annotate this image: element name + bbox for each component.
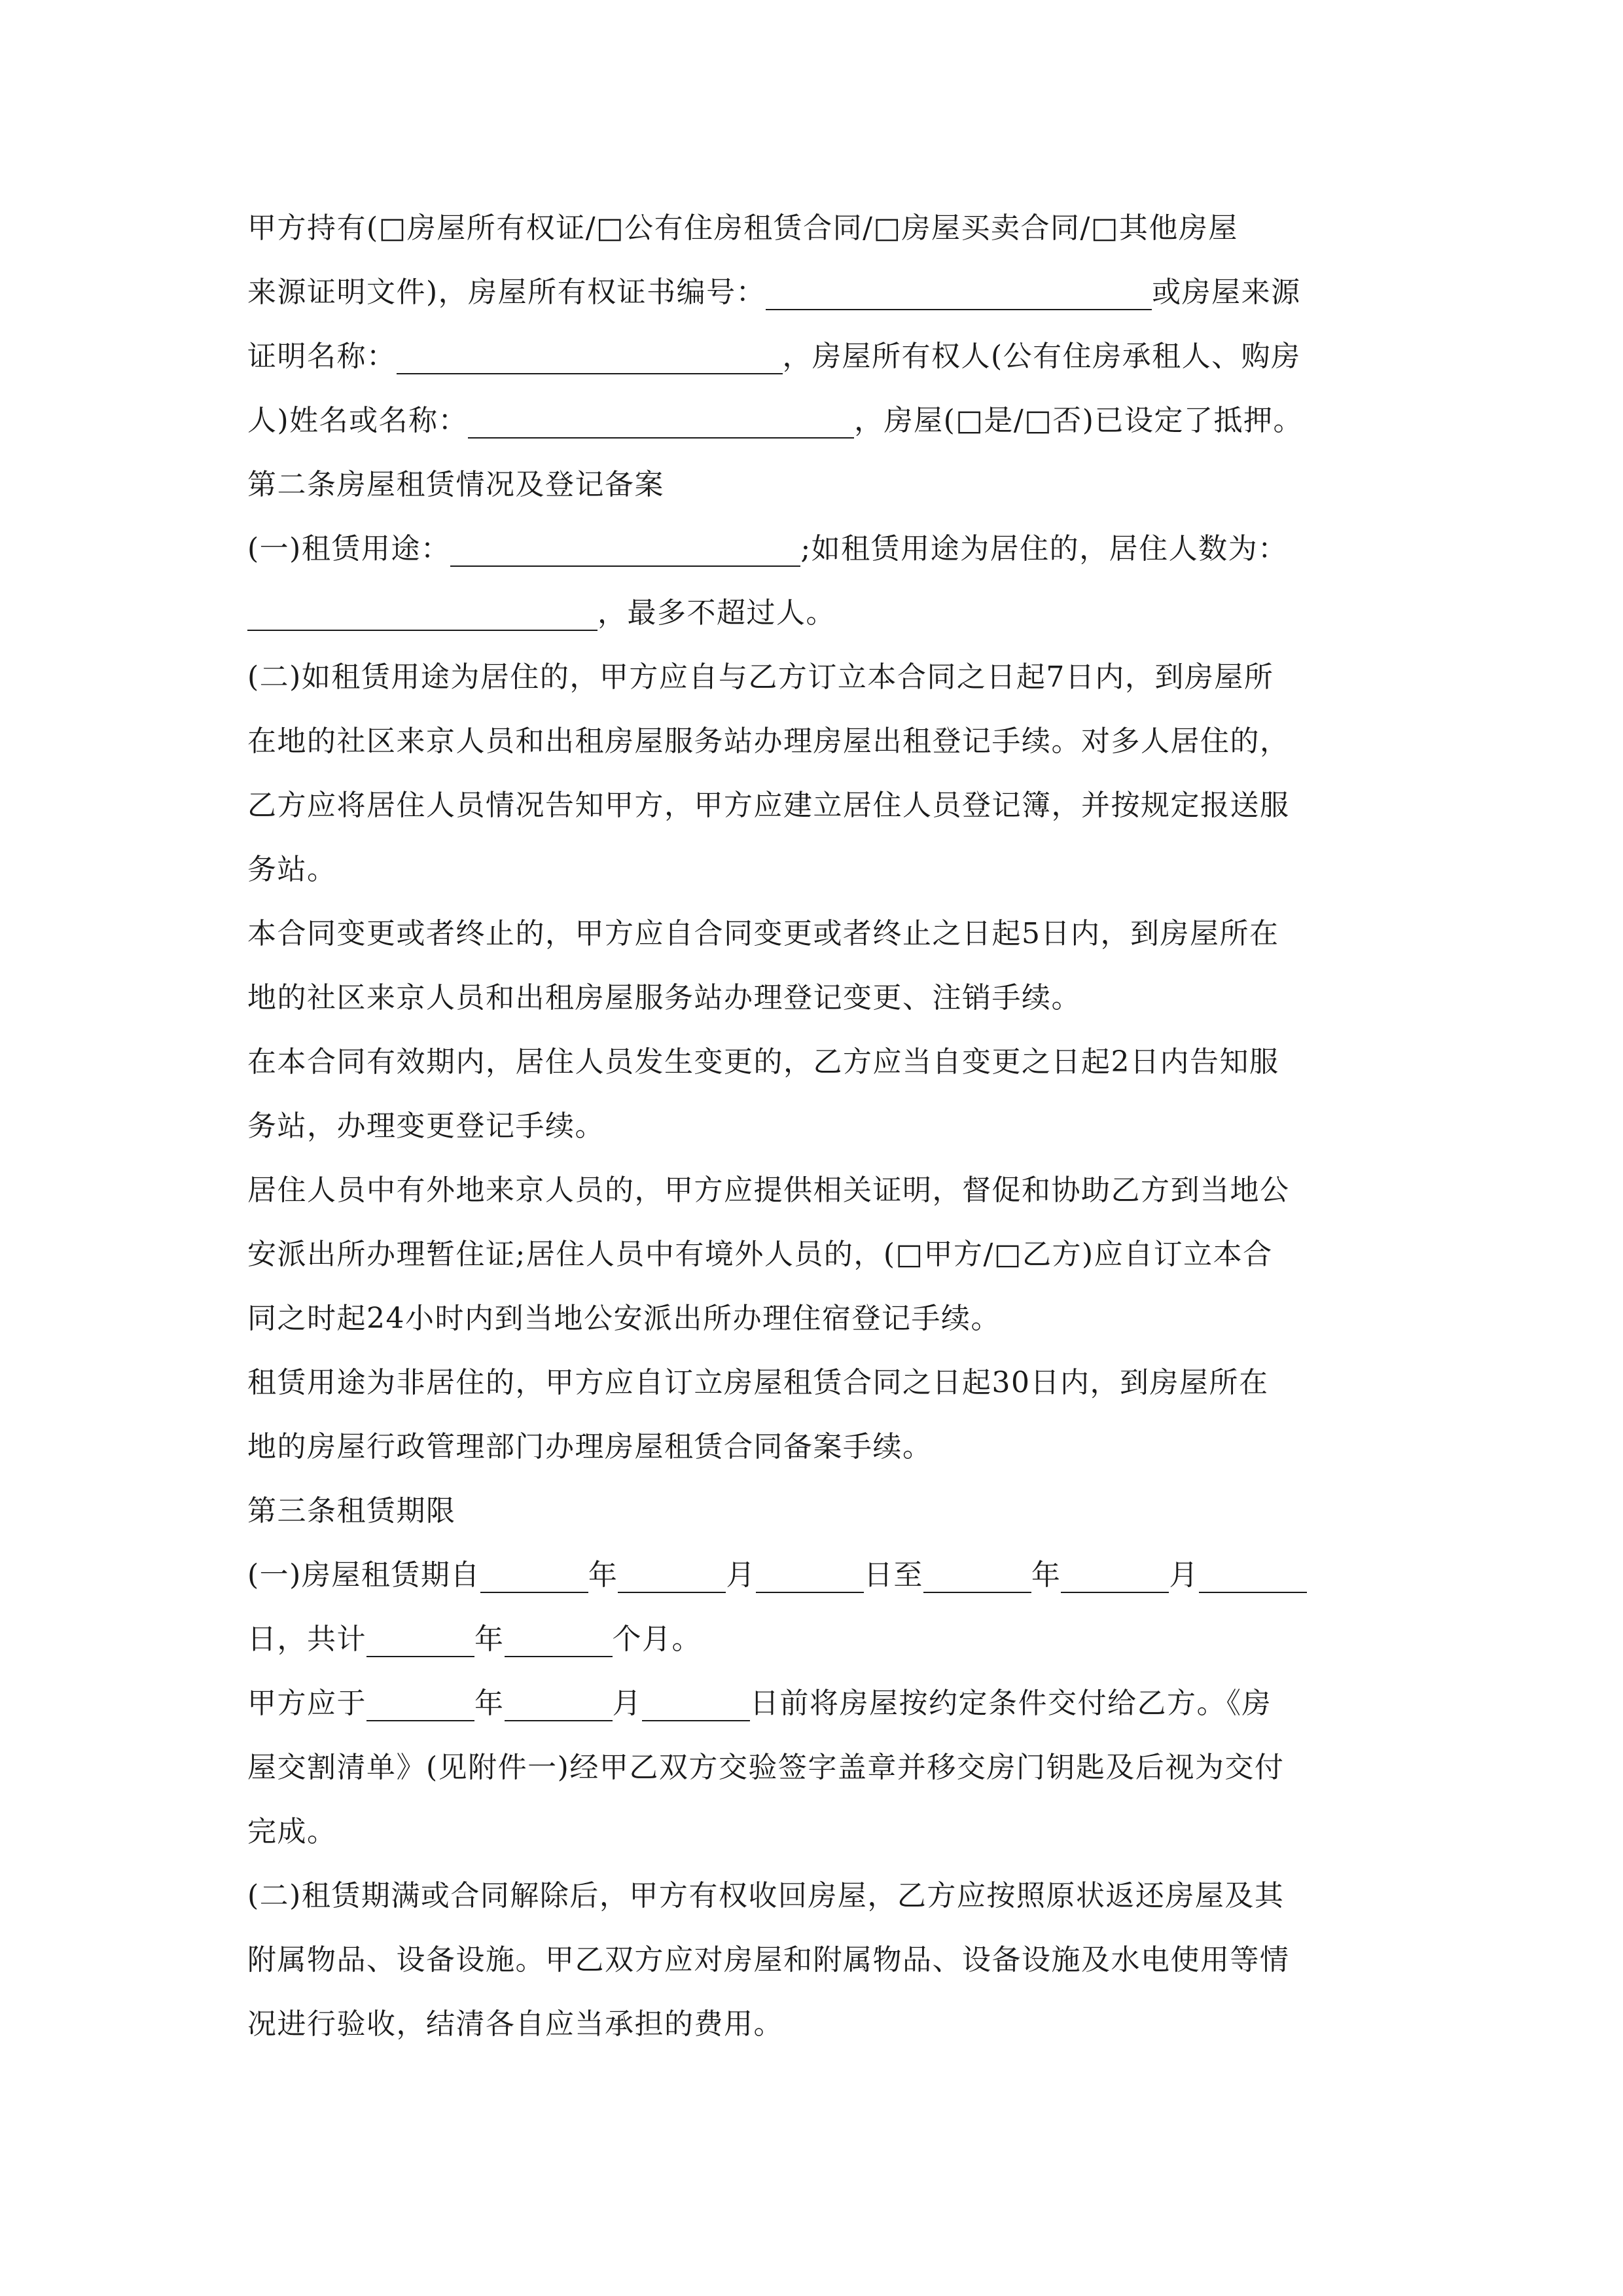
heading-text: 第二条房屋租赁情况及登记备案 [247,468,664,501]
text-span: 地的房屋行政管理部门办理房屋租赁合同备案手续。 [247,1430,933,1463]
text-line [247,517,1380,581]
text-span: 屋交割清单》(见附件一)经甲乙双方交验签字盖章并移交房门钥匙及后视为交付 [247,1751,1285,1784]
text-line [247,774,1380,838]
text-span: 在地的社区来京人员和出租房屋服务站办理房屋出租登记手续。对多人居住的， [247,725,1290,758]
section-heading [247,1479,1380,1543]
text-span: 个月。 [612,1623,702,1656]
text-line [247,1672,1380,1736]
text-line [247,260,1380,325]
text-span: 地的社区来京人员和出租房屋服务站办理登记变更、注销手续。 [247,981,1081,1014]
text-span: 日，共计 [247,1623,366,1656]
text-span: 附属物品、设备设施。甲乙双方应对房屋和附属物品、设备设施及水电使用等情 [247,1943,1290,1977]
text-span: 日前将房屋按约定条件交付给乙方。《房 [750,1687,1272,1720]
text-span: 同之时起24小时内到当地公安派出所办理住宿登记手续。 [247,1302,1001,1335]
text-span: 年 [474,1623,505,1656]
text-line [247,1736,1380,1800]
text-span: 来源证明文件)，房屋所有权证书编号： [247,276,766,309]
text-line [247,1351,1380,1415]
total-months-blank[interactable] [505,1626,613,1657]
text-line [247,838,1380,902]
text-line [247,645,1380,709]
text-span: 况进行验收，结清各自应当承担的费用。 [247,2007,783,2041]
text-line [247,1223,1380,1287]
rental-purpose-blank[interactable] [450,535,800,567]
text-line [247,709,1380,774]
delivery-month-blank[interactable] [505,1690,613,1721]
text-span: 月 [726,1558,756,1592]
text-span: ;如租赁用途为居住的，居住人数为： [800,532,1288,565]
text-span: 年 [1031,1558,1061,1592]
text-span: 人)姓名或名称： [247,404,469,437]
text-span: 年 [474,1687,505,1720]
text-span: 日至 [863,1558,923,1592]
text-span: 年 [588,1558,618,1592]
text-span: 本合同变更或者终止的，甲方应自合同变更或者终止之日起5日内，到房屋所在 [247,917,1279,950]
start-month-blank[interactable] [618,1562,726,1593]
text-span: ，最多不超过人。 [597,596,836,630]
text-span: (一)租赁用途： [247,532,451,565]
end-month-blank[interactable] [1061,1562,1169,1593]
text-line [247,1158,1380,1223]
delivery-day-blank[interactable] [642,1690,750,1721]
text-line [247,581,1380,645]
text-span: 月 [1169,1558,1199,1592]
document-page [247,196,1380,2056]
section-heading [247,453,1380,517]
text-span: ，房屋所有权人(公有住房承租人、购房 [782,340,1301,373]
text-line [247,325,1380,389]
text-span: 租赁用途为非居住的，甲方应自订立房屋租赁合同之日起30日内，到房屋所在 [247,1366,1269,1399]
text-line [247,1287,1380,1351]
start-year-blank[interactable] [480,1562,588,1593]
certificate-name-blank[interactable] [397,343,783,374]
text-span: 乙方应将居住人员情况告知甲方，甲方应建立居住人员登记簿，并按规定报送服 [247,789,1290,822]
text-line [247,1800,1380,1864]
text-line [247,1094,1380,1158]
text-span: 完成。 [247,1815,337,1848]
total-years-blank[interactable] [366,1626,474,1657]
text-line [247,1543,1380,1607]
text-line [247,1992,1380,2056]
text-span: 居住人员中有外地来京人员的，甲方应提供相关证明，督促和协助乙方到当地公 [247,1174,1290,1207]
text-line [247,902,1380,966]
text-span: 在本合同有效期内，居住人员发生变更的，乙方应当自变更之日起2日内告知服 [247,1045,1279,1079]
text-span: 甲方持有(□房屋所有权证/□公有住房租赁合同/□房屋买卖合同/□其他房屋 [247,211,1238,245]
heading-text: 第三条租赁期限 [247,1494,456,1528]
certificate-number-blank[interactable] [766,279,1152,310]
delivery-year-blank[interactable] [366,1690,474,1721]
text-span: 或房屋来源 [1152,276,1301,309]
text-span: (一)房屋租赁期自 [247,1558,480,1592]
text-span: (二)租赁期满或合同解除后，甲方有权收回房屋，乙方应按照原状返还房屋及其 [247,1879,1285,1912]
text-span: 月 [612,1687,642,1720]
text-span: 务站。 [247,853,337,886]
text-span: 证明名称： [247,340,397,373]
owner-name-blank[interactable] [468,407,854,439]
end-year-blank[interactable] [923,1562,1031,1593]
text-span: (二)如租赁用途为居住的，甲方应自与乙方订立本合同之日起7日内，到房屋所 [247,660,1274,694]
text-line [247,1607,1380,1672]
text-line [247,1415,1380,1479]
text-span: 安派出所办理暂住证;居住人员中有境外人员的，(□甲方/□乙方)应自订立本合 [247,1238,1273,1271]
text-line [247,1030,1380,1094]
text-line [247,1864,1380,1928]
text-line [247,389,1380,453]
text-line [247,1928,1380,1992]
text-line [247,966,1380,1030]
resident-count-blank[interactable] [247,600,597,631]
start-day-blank[interactable] [756,1562,864,1593]
text-span: ，房屋(□是/□否)已设定了抵押。 [854,404,1303,437]
text-span: 务站，办理变更登记手续。 [247,1109,605,1143]
end-day-blank[interactable] [1199,1562,1307,1593]
text-span: 甲方应于 [247,1687,366,1720]
text-line [247,196,1380,260]
